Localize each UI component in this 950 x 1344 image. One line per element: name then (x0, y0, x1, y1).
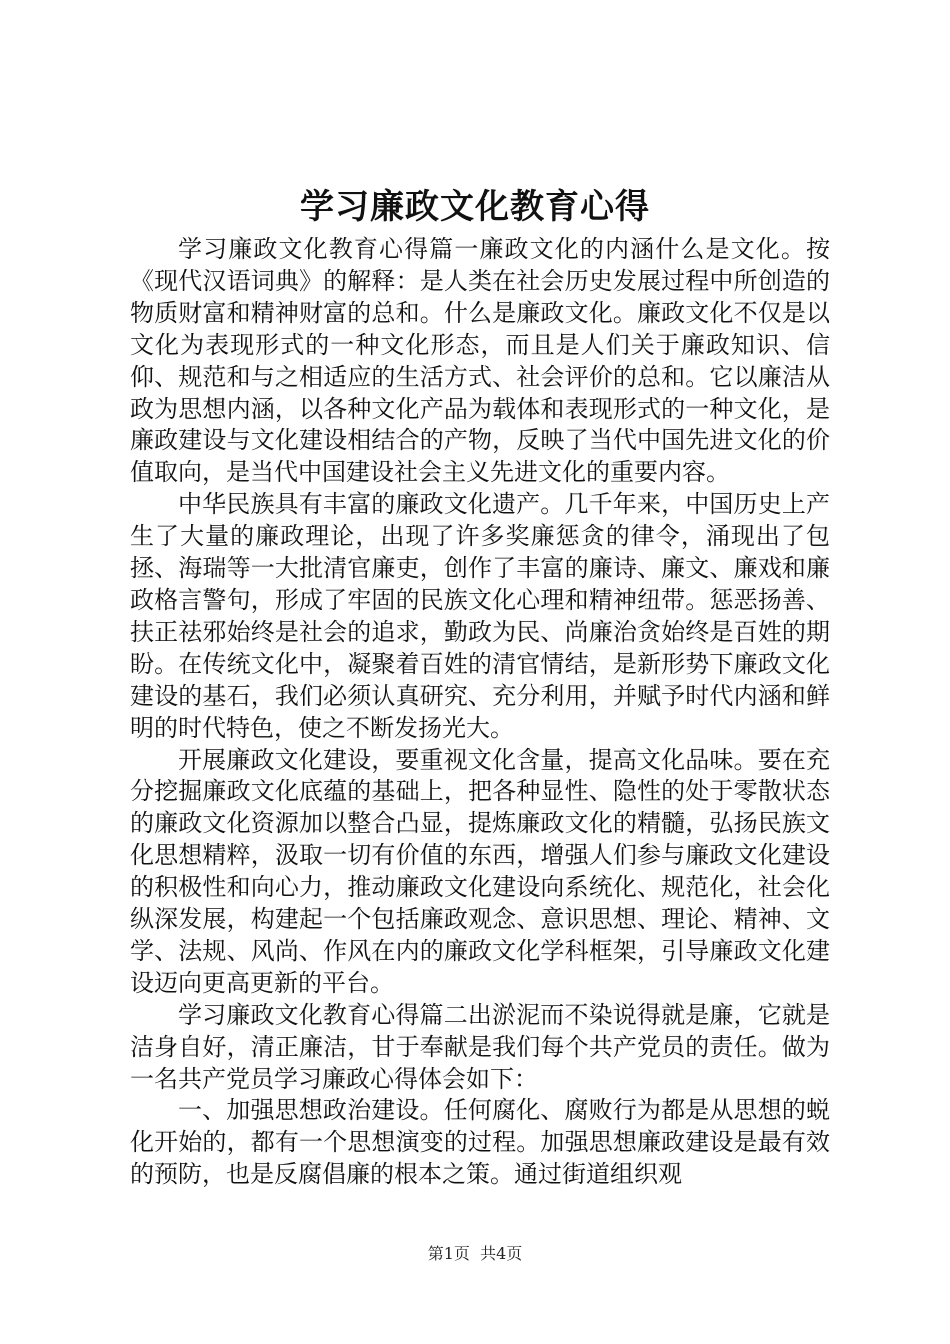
paragraph-5: 一、加强思想政治建设。任何腐化、腐败行为都是从思想的蜕化开始的，都有一个思想演变的过程。加强思想廉政建设是最有效的预防，也是反腐倡廉的根本之策。通过街道组织观 (130, 1096, 830, 1189)
paragraph-1: 学习廉政文化教育心得篇一廉政文化的内涵什么是文化。按《现代汉语词典》的解释：是人类在社会历史发展过程中所创造的物质财富和精神财富的总和。什么是廉政文化。廉政文化不仅是以文化为表现形式的一种文化形态，而且是人们关于廉政知识、信仰、规范和与之相适应的生活方式、社会评价的总和。它以廉洁从政为思想内涵，以各种文化产品为载体和表现形式的一种文化，是廉政建设与文化建设相结合的产物，反映了当代中国先进文化的价值取向，是当代中国建设社会主义先进文化的重要内容。 (130, 235, 830, 487)
page-total: 共4页 (480, 1244, 523, 1263)
document-body (130, 234, 830, 1191)
paragraph-4: 学习廉政文化教育心得篇二出淤泥而不染说得就是廉，它就是洁身自好，清正廉洁，甘于奉献是我们每个共产党员的责任。做为一名共产党员学习廉政心得体会如下： (130, 1000, 830, 1093)
document-title: 学习廉政文化教育心得 (300, 187, 650, 227)
page-footer (0, 1243, 950, 1265)
paragraph-2: 中华民族具有丰富的廉政文化遗产。几千年来，中国历史上产生了大量的廉政理论，出现了许多奖廉惩贪的律令，涌现出了包拯、海瑞等一大批清官廉吏，创作了丰富的廉诗、廉文、廉戏和廉政格言警句，形成了牢固的民族文化心理和精神纽带。惩恶扬善、扶正祛邪始终是社会的追求，勤政为民、尚廉治贪始终是百姓的期盼。在传统文化中，凝聚着百姓的清官情结，是新形势下廉政文化建设的基石，我们必须认真研究、充分利用，并赋予时代内涵和鲜明的时代特色，使之不断发扬光大。 (130, 490, 830, 742)
page-number: 第1页 (427, 1244, 470, 1263)
paragraph-3: 开展廉政文化建设，要重视文化含量，提高文化品味。要在充分挖掘廉政文化底蕴的基础上，把各种显性、隐性的处于零散状态的廉政文化资源加以整合凸显，提炼廉政文化的精髓，弘扬民族文化思想精粹，汲取一切有价值的东西，增强人们参与廉政文化建设的积极性和向心力，推动廉政文化建设向系统化、规范化，社会化纵深发展，构建起一个包括廉政观念、意识思想、理论、精神、文学、法规、风尚、作风在内的廉政文化学科框架，引导廉政文化建设迈向更高更新的平台。 (130, 745, 830, 997)
